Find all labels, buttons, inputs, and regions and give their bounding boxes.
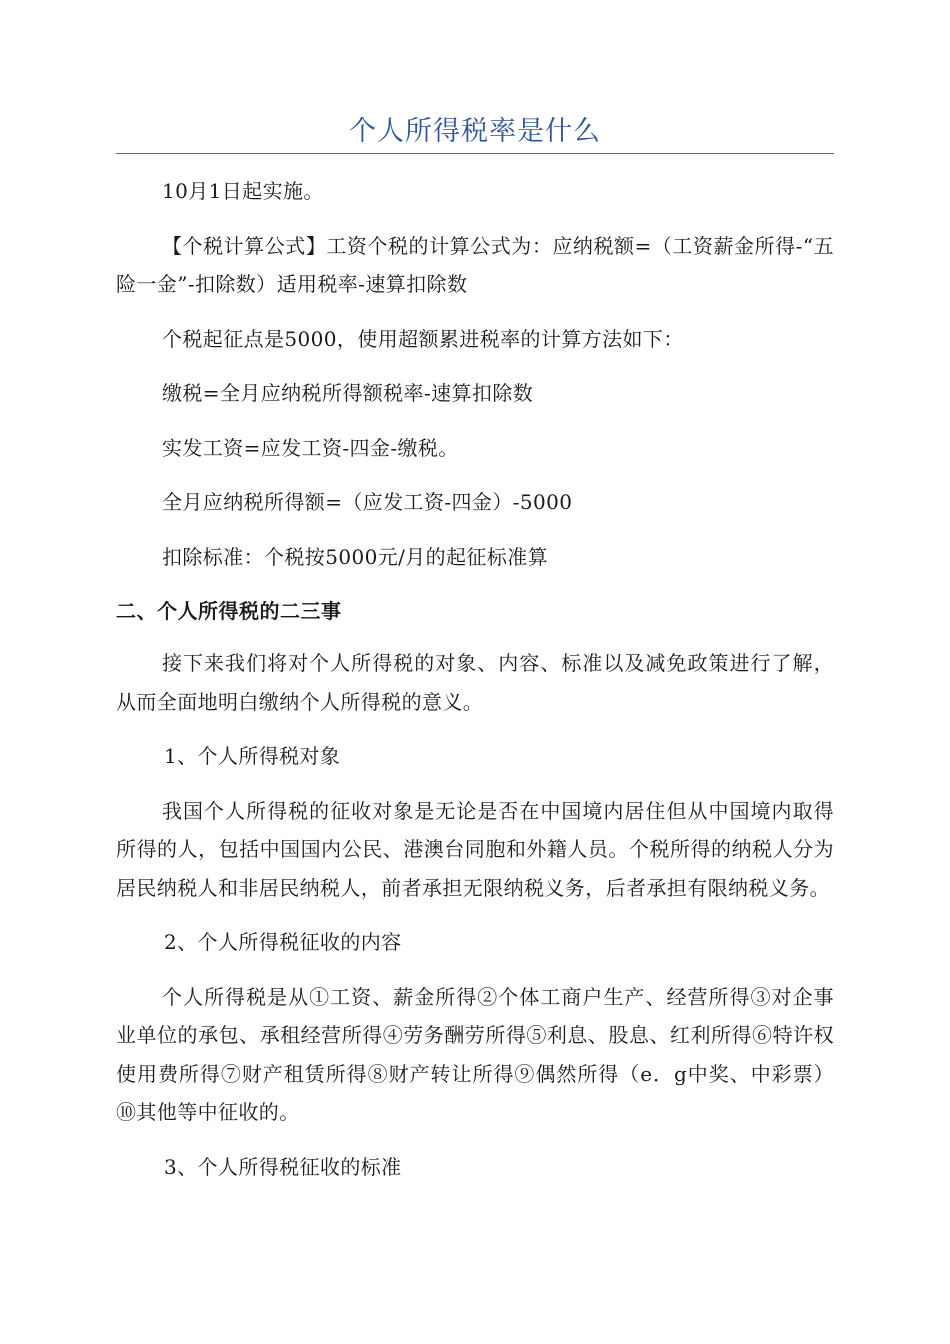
section-heading: 二、个人所得税的二三事 bbox=[116, 599, 342, 623]
paragraph-tax-formula: 【个税计算公式】工资个税的计算公式为：应纳税额=（工资薪金所得-“五险一金”-扣除数）适用税率-速算扣除数 bbox=[116, 233, 834, 296]
paragraph-net-salary: 实发工资=应发工资-四金-缴税。 bbox=[162, 435, 459, 460]
subheading-tax-content: 2、个人所得税征收的内容 bbox=[164, 930, 402, 954]
paragraph-tax-content: 个人所得税是从①工资、薪金所得②个体工商户生产、经营所得③对企事业单位的承包、承租经营所得④劳务酬劳所得⑤利息、股息、红利所得⑥特许权使用费所得⑦财产租赁所得⑧财产转让所得⑨偶然所得（e．g中奖、中彩票）⑩其他等中征收的。 bbox=[116, 984, 834, 1124]
document-body bbox=[116, 172, 834, 1202]
subheading-tax-standard: 3、个人所得税征收的标准 bbox=[164, 1154, 402, 1179]
paragraph-tax-object: 我国个人所得税的征收对象是无论是否在中国境内居住但从中国境内取得所得的人，包括中国国内公民、港澳台同胞和外籍人员。个税所得的纳税人分为居民纳税人和非居民纳税人，前者承担无限纳税义务，后者承担有限纳税义务。 bbox=[116, 798, 834, 900]
paragraph-intro: 接下来我们将对个人所得税的对象、内容、标准以及减免政策进行了解，从而全面地明白缴纳个人所得税的意义。 bbox=[116, 651, 834, 714]
title-underline bbox=[116, 153, 834, 154]
paragraph-effective-date: 10月1日起实施。 bbox=[162, 179, 324, 203]
page-title: 个人所得税率是什么 bbox=[349, 116, 601, 147]
paragraph-tax-payment: 缴税=全月应纳税所得额税率-速算扣除数 bbox=[162, 381, 534, 405]
paragraph-deduction-standard: 扣除标准：个税按5000元/月的起征标准算 bbox=[162, 544, 549, 569]
subheading-tax-object: 1、个人所得税对象 bbox=[164, 744, 341, 768]
paragraph-threshold: 个税起征点是5000，使用超额累进税率的计算方法如下： bbox=[162, 326, 684, 351]
paragraph-taxable-income: 全月应纳税所得额=（应发工资-四金）-5000 bbox=[162, 490, 573, 514]
